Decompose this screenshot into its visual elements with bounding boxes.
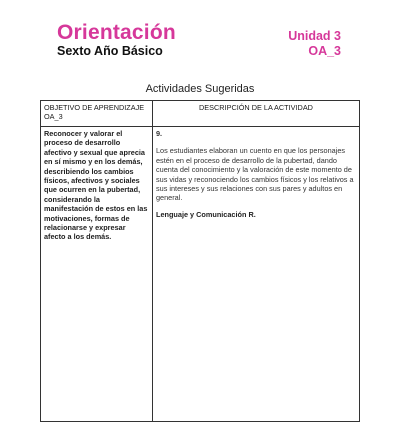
- unit-label: Unidad 3: [288, 29, 341, 43]
- oa-code: OA_3: [308, 44, 341, 58]
- table-header-row: [41, 101, 360, 127]
- section-heading: Actividades Sugeridas: [145, 83, 255, 95]
- grade-subtitle: Sexto Año Básico: [57, 44, 163, 58]
- subject-reference: Lenguaje y Comunicación R.: [156, 209, 256, 219]
- activity-table: [40, 100, 360, 422]
- activity-description: Los estudiantes elaboran un cuento en que los personajes estén en el proceso de desarrollo de la pubertad, dando cuenta del conocimiento y la valoración de este momento de sus vidas y reconociendo los cambios físicos y los relativos a sus intereses y sus relaciones con sus pares y adultos en general.: [156, 146, 354, 203]
- activity-number: 9.: [156, 129, 163, 138]
- description-cell: [153, 127, 360, 422]
- page-title: Orientación: [57, 21, 176, 44]
- objective-column-header: OBJETIVO DE APRENDIZAJE OA_3: [41, 101, 153, 127]
- description-column-header: DESCRIPCIÓN DE LA ACTIVIDAD: [153, 101, 360, 127]
- table-row: [41, 127, 360, 422]
- objective-cell: Reconocer y valorar el proceso de desarrollo afectivo y sexual que aprecia en sí mismo y en los demás, describiendo los cambios físicos, afectivos y sociales que ocurren en la pubertad, considerando la manifestación de estos en las motivaciones, formas de relacionarse y expresar afecto a los demás.: [41, 127, 153, 422]
